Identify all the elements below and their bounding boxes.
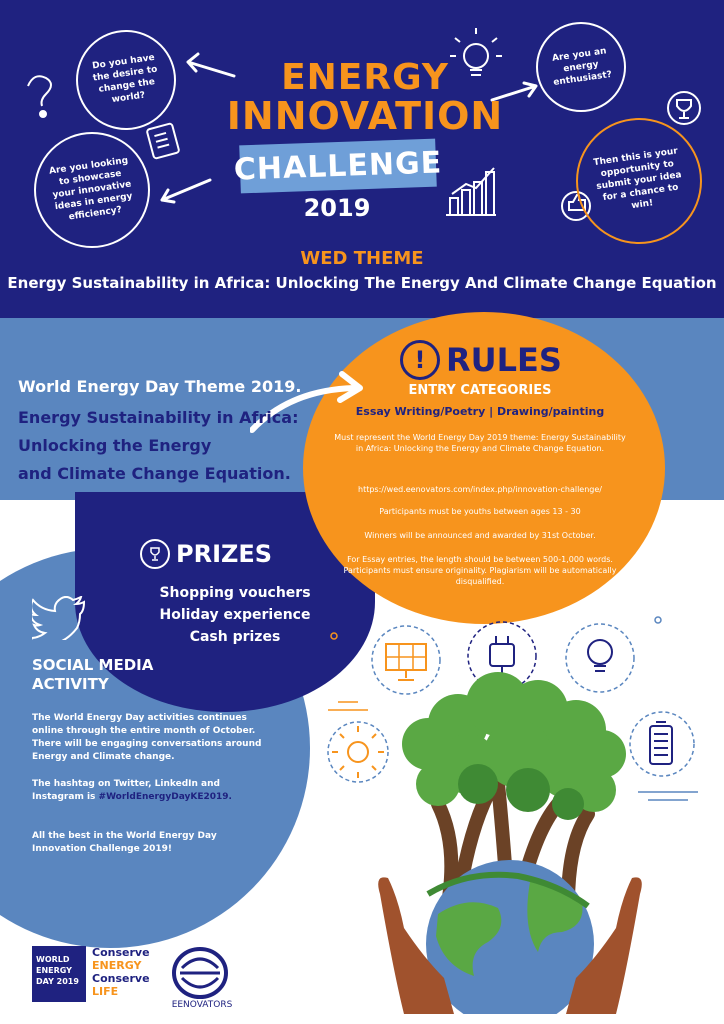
rules-essay-length: For Essay entries, the length should be between 500-1,000 words. Participants must ensure originality. Plagiarism will be automatically disqualified. bbox=[343, 555, 617, 586]
bubble-enthusiast: Are you an energy enthusiast? bbox=[536, 22, 626, 112]
conserve-slogan: Conserve ENERGY Conserve LIFE bbox=[92, 946, 150, 998]
exclamation-icon: ! bbox=[400, 340, 440, 380]
prize-list bbox=[150, 582, 320, 648]
prizes-heading bbox=[140, 536, 300, 572]
prize-item: Shopping vouchers bbox=[159, 585, 311, 601]
tree-globe-illustration bbox=[318, 614, 718, 1014]
prize-item: Holiday experience bbox=[159, 607, 311, 623]
header-banner bbox=[0, 0, 724, 318]
wed-theme-text: Energy Sustainability in Africa: Unlocking The Energy And Climate Change Equation bbox=[7, 274, 717, 292]
wed-theme-label: WED THEME bbox=[300, 248, 424, 269]
trophy-icon bbox=[668, 92, 700, 124]
battery-icon bbox=[630, 712, 694, 776]
rules-theme-text: Must represent the World Energy Day 2019 theme: Energy Sustainability in Africa: Unlocking the Energy and Climate Change Equation. bbox=[334, 433, 626, 453]
wed-theme-line2: Energy Sustainability in Africa: bbox=[18, 408, 299, 427]
rules-age: Participants must be youths between ages 13 - 30 bbox=[379, 507, 581, 516]
bubble-desire: Do you have the desire to change the world? bbox=[76, 30, 176, 130]
solar-panel-icon bbox=[372, 626, 440, 694]
wed-theme-line4: and Climate Change Equation. bbox=[18, 464, 291, 483]
bubble-opportunity: Then this is your opportunity to submit your idea for a chance to win! bbox=[576, 118, 702, 244]
social-text-1: The World Energy Day activities continues online through the entire month of October. There will be engaging conversations around Energy and Climate change. bbox=[32, 713, 262, 762]
chip-icon bbox=[147, 123, 180, 159]
world-energy-day-logo: WORLD ENERGY DAY 2019 bbox=[32, 946, 86, 1002]
eenovators-logo-icon bbox=[170, 946, 230, 1000]
title-challenge: CHALLENGE bbox=[233, 144, 443, 188]
rules-title: RULES bbox=[446, 341, 562, 379]
sun-icon bbox=[328, 722, 388, 782]
twitter-bird-icon bbox=[32, 596, 88, 640]
entry-types: Essay Writing/Poetry | Drawing/painting bbox=[355, 405, 605, 418]
title-energy: ENERGY bbox=[281, 57, 449, 98]
bulb-icon bbox=[566, 624, 634, 692]
prizes-title: PRIZES bbox=[176, 540, 273, 568]
entry-categories-heading: ENTRY CATEGORIES bbox=[408, 383, 552, 398]
title-innovation: INNOVATION bbox=[226, 94, 504, 138]
social-media-title: SOCIAL MEDIA ACTIVITY bbox=[32, 656, 154, 693]
hashtag-link[interactable]: #WorldEnergyDayKE2019. bbox=[98, 792, 232, 802]
wed-theme-line3: Unlocking the Energy bbox=[18, 436, 212, 455]
prize-item: Cash prizes bbox=[189, 629, 281, 645]
wed-theme-line1: World Energy Day Theme 2019. bbox=[18, 377, 302, 396]
rules-winners: Winners will be announced and awarded by 31st October. bbox=[364, 531, 596, 540]
trophy-icon bbox=[140, 539, 170, 569]
title-year: 2019 bbox=[303, 194, 371, 222]
wed-theme-block bbox=[18, 376, 318, 488]
title-challenge-badge bbox=[233, 139, 443, 194]
question-mark-icon bbox=[28, 76, 51, 117]
rules-heading bbox=[400, 338, 570, 382]
social-text-3: All the best in the World Energy Day Innovation Challenge 2019! bbox=[32, 831, 217, 854]
social-text-2: The hashtag on Twitter, LinkedIn and Instagram is #WorldEnergyDayKE2019. bbox=[32, 779, 232, 802]
bubble-showcase: Are you looking to showcase your innovative ideas in energy efficiency? bbox=[34, 132, 150, 248]
eenovators-name: EENOVATORS bbox=[171, 1000, 233, 1010]
bar-chart-icon bbox=[446, 168, 496, 215]
rules-link[interactable]: https://wed.eenovators.com/index.php/innovation-challenge/ bbox=[358, 485, 602, 494]
